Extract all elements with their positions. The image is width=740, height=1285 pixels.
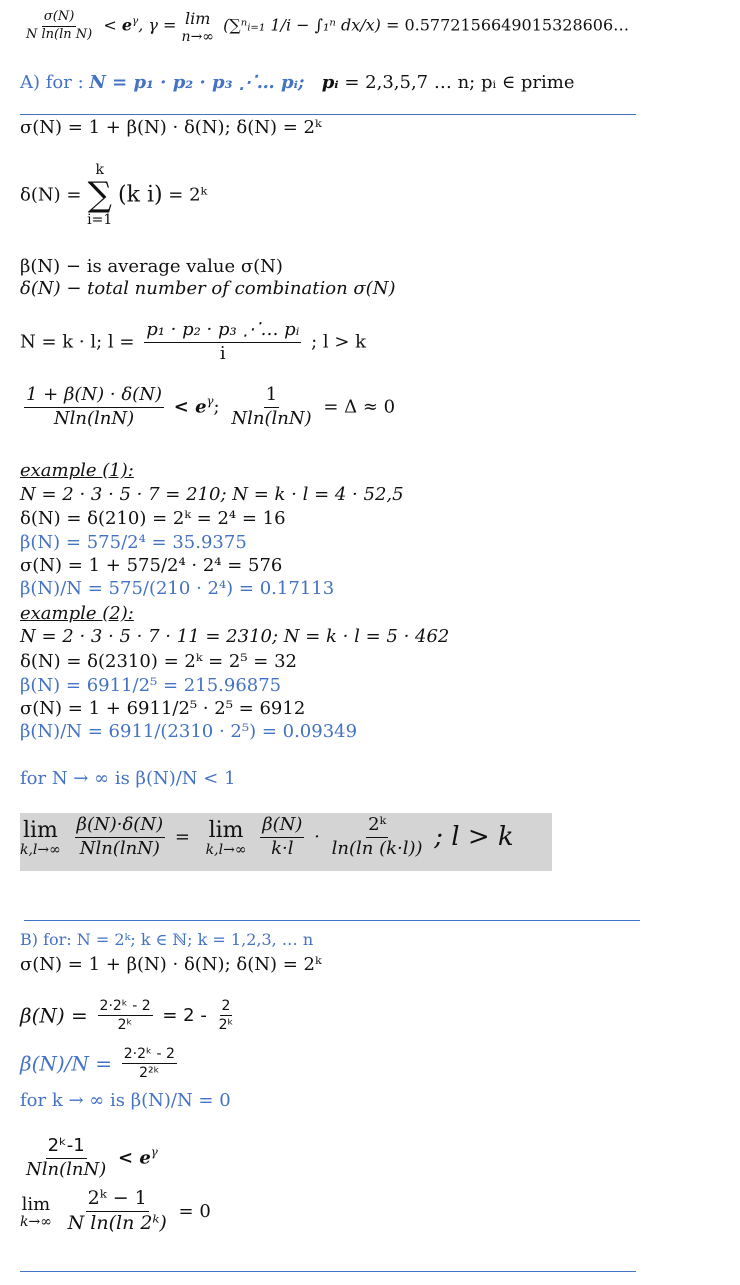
example-1-line-5: β(N)/N = 575/(210 · 2⁴) = 0.17113 bbox=[20, 578, 335, 599]
delta-sum-equation: δ(N) = k ∑ i=1 (k i) = 2ᵏ bbox=[20, 162, 208, 228]
sigma-equation: σ(N) = 1 + β(N) · δ(N); δ(N) = 2ᵏ bbox=[20, 117, 322, 138]
example-2-line-3: β(N) = 6911/2⁵ = 215.96875 bbox=[20, 675, 282, 696]
example-2-line-2: δ(N) = δ(2310) = 2ᵏ = 2⁵ = 32 bbox=[20, 651, 298, 672]
section-b-heading: B) for: N = 2ᵏ; k ∈ ℕ; k = 1,2,3, … n bbox=[20, 930, 314, 949]
section-a-heading: A) for : N = p₁ · p₂ · p₃ ⋰… pᵢ; pᵢ = 2,3,5,7 … n; pᵢ ∈ prime bbox=[20, 72, 575, 93]
section-b-inequality: $\frac{\text{2ᵏ-1}}{Nln(\ln N)}$ < $e^\gamma$ bbox=[26, 1135, 158, 1180]
example-2-line-4: σ(N) = 1 + 6911/2⁵ · 2⁵ = 6912 bbox=[20, 698, 306, 719]
grey-limit-equation: lim k,l→∞ $\frac{\beta(N)\cdot\delta(N)}{Nln(\ln N)}$ = lim k,l→∞ $\frac{\beta(N)}{k\cdot l}$ · $\frac{\text{2ᵏ}}{\ln(\ln (k\cdot l))}$ ; l > k bbox=[20, 814, 514, 859]
section-b-beta: β(N) = $\frac{\text{2·2ᵏ - 2}}{\text{2ᵏ}}$ = 2 - $\frac{2}{\text{2ᵏ}}$ bbox=[20, 998, 234, 1034]
beta-definition: β(N) − is average value σ(N) bbox=[20, 256, 283, 277]
divider bbox=[24, 920, 640, 921]
divider bbox=[20, 1271, 636, 1272]
divider bbox=[20, 114, 636, 115]
limit-operator: lim n→∞ bbox=[181, 9, 214, 45]
example-1-line-4: σ(N) = 1 + 575/2⁴ · 2⁴ = 576 bbox=[20, 555, 283, 576]
limit-a-statement: for N → ∞ is β(N)/N < 1 bbox=[20, 768, 236, 789]
example-2-title: example (2): bbox=[20, 603, 134, 624]
section-b-sigma: σ(N) = 1 + β(N) · δ(N); δ(N) = 2ᵏ bbox=[20, 954, 322, 975]
example-1-line-3: β(N) = 575/2⁴ = 35.9375 bbox=[20, 532, 247, 553]
final-limit: lim k→∞ $\frac{\text{2ᵏ − 1}}{\text{N ln(ln 2ᵏ)}}$ = 0 bbox=[20, 1187, 211, 1234]
sigma-ratio-fraction: $\frac{\sigma(N)}{\text{N ln(ln N)}}$ bbox=[26, 8, 93, 42]
n-kl-equation: N = k · l; l = $\frac{\text{p₁ · p₂ · p₃ ⋰… pᵢ}}{i}$ ; l > k bbox=[20, 319, 367, 364]
example-2-line-1: N = 2 · 3 · 5 · 7 · 11 = 2310; N = k · l = 5 · 462 bbox=[20, 626, 450, 647]
inequality-equation: $\frac{1 + \beta(N) \cdot \delta(N)}{Nln(\ln N)}$ < $e^\gamma$; $\frac{1}{Nln(\ln N)}$ = Δ ≈ 0 bbox=[26, 384, 396, 429]
example-1-line-1: N = 2 · 3 · 5 · 7 = 210; N = k · l = 4 · 52,5 bbox=[20, 484, 404, 505]
example-1-title: example (1): bbox=[20, 460, 134, 481]
gamma-definition: $\frac{\sigma(N)}{\text{N ln(ln N)}}$ < $e^\gamma$, γ = lim n→∞ (∑ⁿᵢ₌₁ 1/i − ∫₁ⁿ dx/x) = 0.5772156649015328606… bbox=[26, 8, 630, 45]
limit-b-statement: for k → ∞ is β(N)/N = 0 bbox=[20, 1090, 231, 1111]
example-1-line-2: δ(N) = δ(210) = 2ᵏ = 2⁴ = 16 bbox=[20, 508, 286, 529]
summation: k ∑ i=1 bbox=[87, 162, 113, 228]
example-2-line-5: β(N)/N = 6911/(2310 · 2⁵) = 0.09349 bbox=[20, 721, 358, 742]
euler-constant-value: = 0.5772156649015328606… bbox=[385, 15, 630, 35]
section-b-ratio: β(N)/N = $\frac{\text{2·2ᵏ - 2}}{\text{2²ᵏ}}$ bbox=[20, 1046, 175, 1082]
delta-definition: δ(N) − total number of combination σ(N) bbox=[20, 278, 396, 299]
